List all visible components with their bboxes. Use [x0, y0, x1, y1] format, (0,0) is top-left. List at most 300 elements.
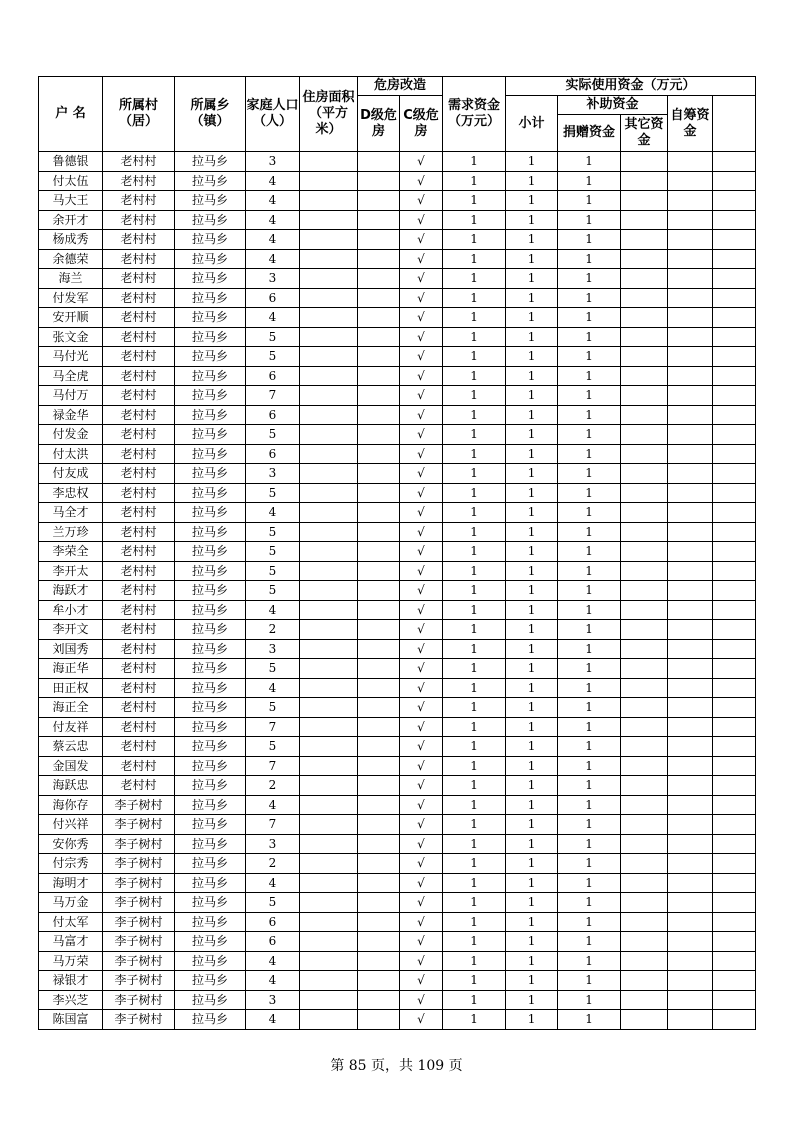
cell-name: 田正权	[39, 678, 103, 698]
cell-village: 老村村	[103, 288, 175, 308]
cell-demand: 1	[443, 483, 506, 503]
cell-area	[300, 873, 358, 893]
cell-subtotal: 1	[506, 288, 558, 308]
cell-self	[668, 717, 713, 737]
header-grade-d: D级危房	[358, 96, 400, 152]
cell-remark	[713, 990, 756, 1010]
cell-township: 拉马乡	[175, 581, 246, 601]
cell-population: 5	[246, 347, 300, 367]
cell-township: 拉马乡	[175, 912, 246, 932]
cell-donation: 1	[558, 542, 621, 562]
cell-other	[621, 308, 668, 328]
cell-remark	[713, 542, 756, 562]
cell-subtotal: 1	[506, 366, 558, 386]
cell-name: 海正全	[39, 698, 103, 718]
cell-grade-c: √	[400, 561, 443, 581]
cell-grade-c: √	[400, 756, 443, 776]
cell-donation: 1	[558, 347, 621, 367]
page-footer: 第 85 页，共 109 页	[330, 1058, 463, 1074]
cell-population: 4	[246, 1010, 300, 1030]
cell-population: 5	[246, 698, 300, 718]
cell-township: 拉马乡	[175, 425, 246, 445]
cell-population: 6	[246, 932, 300, 952]
cell-grade-d	[358, 210, 400, 230]
cell-subtotal: 1	[506, 191, 558, 211]
cell-area	[300, 717, 358, 737]
table-row	[39, 503, 756, 523]
cell-self	[668, 659, 713, 679]
table-row	[39, 483, 756, 503]
table-row	[39, 542, 756, 562]
cell-self	[668, 503, 713, 523]
header-demand: 需求资金（万元）	[443, 77, 506, 152]
cell-demand: 1	[443, 152, 506, 172]
cell-donation: 1	[558, 1010, 621, 1030]
cell-grade-c: √	[400, 366, 443, 386]
cell-donation: 1	[558, 795, 621, 815]
cell-township: 拉马乡	[175, 405, 246, 425]
cell-township: 拉马乡	[175, 522, 246, 542]
cell-subtotal: 1	[506, 776, 558, 796]
cell-village: 老村村	[103, 444, 175, 464]
cell-grade-c: √	[400, 210, 443, 230]
cell-population: 4	[246, 503, 300, 523]
cell-donation: 1	[558, 620, 621, 640]
cell-remark	[713, 327, 756, 347]
cell-name: 张文金	[39, 327, 103, 347]
cell-remark	[713, 347, 756, 367]
cell-grade-d	[358, 795, 400, 815]
header-other: 其它资金	[621, 115, 668, 152]
cell-grade-c: √	[400, 971, 443, 991]
cell-self	[668, 171, 713, 191]
cell-population: 5	[246, 425, 300, 445]
cell-remark	[713, 893, 756, 913]
cell-area	[300, 269, 358, 289]
cell-name: 马富才	[39, 932, 103, 952]
cell-area	[300, 249, 358, 269]
cell-other	[621, 854, 668, 874]
cell-self	[668, 815, 713, 835]
cell-population: 7	[246, 815, 300, 835]
cell-subtotal: 1	[506, 698, 558, 718]
cell-grade-d	[358, 269, 400, 289]
cell-population: 3	[246, 990, 300, 1010]
cell-demand: 1	[443, 659, 506, 679]
cell-demand: 1	[443, 912, 506, 932]
cell-self	[668, 912, 713, 932]
cell-self	[668, 678, 713, 698]
header-subsidy: 补助资金	[558, 96, 668, 115]
table-row	[39, 366, 756, 386]
cell-population: 5	[246, 542, 300, 562]
cell-self	[668, 464, 713, 484]
cell-remark	[713, 854, 756, 874]
cell-self	[668, 600, 713, 620]
cell-grade-c: √	[400, 581, 443, 601]
cell-subtotal: 1	[506, 386, 558, 406]
cell-remark	[713, 210, 756, 230]
cell-township: 拉马乡	[175, 366, 246, 386]
cell-subtotal: 1	[506, 854, 558, 874]
cell-population: 4	[246, 249, 300, 269]
cell-grade-c: √	[400, 717, 443, 737]
cell-remark	[713, 249, 756, 269]
cell-name: 禄银才	[39, 971, 103, 991]
cell-remark	[713, 600, 756, 620]
cell-grade-d	[358, 1010, 400, 1030]
cell-village: 老村村	[103, 152, 175, 172]
cell-population: 7	[246, 386, 300, 406]
cell-grade-d	[358, 678, 400, 698]
cell-area	[300, 210, 358, 230]
cell-demand: 1	[443, 503, 506, 523]
cell-self	[668, 1010, 713, 1030]
cell-subtotal: 1	[506, 405, 558, 425]
cell-township: 拉马乡	[175, 327, 246, 347]
cell-name: 海跃忠	[39, 776, 103, 796]
cell-population: 3	[246, 639, 300, 659]
cell-demand: 1	[443, 230, 506, 250]
cell-population: 4	[246, 230, 300, 250]
cell-grade-d	[358, 893, 400, 913]
cell-name: 牟小才	[39, 600, 103, 620]
cell-area	[300, 639, 358, 659]
cell-subtotal: 1	[506, 620, 558, 640]
cell-subtotal: 1	[506, 873, 558, 893]
cell-area	[300, 444, 358, 464]
cell-donation: 1	[558, 990, 621, 1010]
cell-grade-c: √	[400, 795, 443, 815]
cell-remark	[713, 386, 756, 406]
header-self: 自筹资金	[668, 96, 713, 152]
cell-grade-c: √	[400, 834, 443, 854]
header-renovation: 危房改造	[358, 77, 443, 96]
cell-village: 李子树村	[103, 795, 175, 815]
cell-grade-d	[358, 659, 400, 679]
cell-self	[668, 366, 713, 386]
cell-grade-d	[358, 308, 400, 328]
cell-population: 7	[246, 717, 300, 737]
header-area: 住房面积（平方米）	[300, 77, 358, 152]
cell-population: 2	[246, 854, 300, 874]
cell-township: 拉马乡	[175, 951, 246, 971]
cell-subtotal: 1	[506, 561, 558, 581]
cell-subtotal: 1	[506, 717, 558, 737]
housing-renovation-table	[38, 76, 756, 1030]
cell-grade-c: √	[400, 620, 443, 640]
cell-name: 蔡云忠	[39, 737, 103, 757]
cell-area	[300, 1010, 358, 1030]
cell-other	[621, 210, 668, 230]
cell-township: 拉马乡	[175, 639, 246, 659]
cell-donation: 1	[558, 386, 621, 406]
cell-population: 4	[246, 600, 300, 620]
cell-population: 4	[246, 678, 300, 698]
cell-subtotal: 1	[506, 600, 558, 620]
cell-remark	[713, 464, 756, 484]
cell-village: 老村村	[103, 639, 175, 659]
cell-grade-d	[358, 327, 400, 347]
cell-demand: 1	[443, 815, 506, 835]
cell-township: 拉马乡	[175, 249, 246, 269]
cell-grade-d	[358, 483, 400, 503]
cell-remark	[713, 561, 756, 581]
table-row	[39, 581, 756, 601]
cell-donation: 1	[558, 659, 621, 679]
cell-donation: 1	[558, 191, 621, 211]
cell-population: 4	[246, 308, 300, 328]
table-row	[39, 464, 756, 484]
cell-name: 李忠权	[39, 483, 103, 503]
cell-other	[621, 327, 668, 347]
cell-grade-c: √	[400, 483, 443, 503]
cell-name: 马付万	[39, 386, 103, 406]
cell-grade-c: √	[400, 171, 443, 191]
cell-donation: 1	[558, 522, 621, 542]
cell-village: 老村村	[103, 659, 175, 679]
cell-demand: 1	[443, 951, 506, 971]
cell-donation: 1	[558, 600, 621, 620]
header-population: 家庭人口（人）	[246, 77, 300, 152]
cell-grade-d	[358, 756, 400, 776]
cell-subtotal: 1	[506, 464, 558, 484]
cell-subtotal: 1	[506, 269, 558, 289]
cell-subtotal: 1	[506, 249, 558, 269]
header-subtotal: 小计	[506, 96, 558, 152]
cell-area	[300, 327, 358, 347]
cell-donation: 1	[558, 483, 621, 503]
cell-name: 兰万珍	[39, 522, 103, 542]
cell-area	[300, 386, 358, 406]
cell-village: 老村村	[103, 425, 175, 445]
cell-grade-d	[358, 698, 400, 718]
cell-township: 拉马乡	[175, 873, 246, 893]
cell-name: 海兰	[39, 269, 103, 289]
table-row	[39, 405, 756, 425]
cell-name: 李开太	[39, 561, 103, 581]
cell-area	[300, 230, 358, 250]
cell-name: 安开顺	[39, 308, 103, 328]
cell-area	[300, 951, 358, 971]
cell-donation: 1	[558, 327, 621, 347]
header-village: 所属村（居）	[103, 77, 175, 152]
cell-grade-c: √	[400, 347, 443, 367]
cell-area	[300, 815, 358, 835]
cell-township: 拉马乡	[175, 776, 246, 796]
table-row	[39, 522, 756, 542]
cell-grade-c: √	[400, 522, 443, 542]
cell-remark	[713, 756, 756, 776]
table-row	[39, 191, 756, 211]
cell-population: 4	[246, 951, 300, 971]
header-donation: 捐赠资金	[558, 115, 621, 152]
cell-village: 老村村	[103, 386, 175, 406]
cell-grade-d	[358, 717, 400, 737]
cell-subtotal: 1	[506, 542, 558, 562]
cell-village: 李子树村	[103, 971, 175, 991]
cell-township: 拉马乡	[175, 834, 246, 854]
table-row	[39, 893, 756, 913]
cell-name: 马付光	[39, 347, 103, 367]
cell-village: 老村村	[103, 600, 175, 620]
cell-remark	[713, 912, 756, 932]
cell-demand: 1	[443, 347, 506, 367]
cell-area	[300, 503, 358, 523]
cell-village: 老村村	[103, 542, 175, 562]
header-grade-c: C级危房	[400, 96, 443, 152]
cell-area	[300, 366, 358, 386]
cell-other	[621, 503, 668, 523]
cell-village: 老村村	[103, 405, 175, 425]
cell-subtotal: 1	[506, 795, 558, 815]
cell-remark	[713, 191, 756, 211]
cell-demand: 1	[443, 639, 506, 659]
cell-grade-c: √	[400, 464, 443, 484]
cell-grade-c: √	[400, 444, 443, 464]
cell-area	[300, 971, 358, 991]
table-row	[39, 776, 756, 796]
cell-grade-c: √	[400, 288, 443, 308]
table-row	[39, 932, 756, 952]
cell-grade-d	[358, 971, 400, 991]
cell-area	[300, 932, 358, 952]
cell-self	[668, 152, 713, 172]
table-row	[39, 249, 756, 269]
cell-name: 刘国秀	[39, 639, 103, 659]
cell-grade-d	[358, 620, 400, 640]
cell-donation: 1	[558, 971, 621, 991]
cell-grade-c: √	[400, 425, 443, 445]
cell-village: 老村村	[103, 269, 175, 289]
cell-population: 5	[246, 659, 300, 679]
cell-remark	[713, 152, 756, 172]
table-row	[39, 152, 756, 172]
cell-grade-d	[358, 912, 400, 932]
cell-grade-c: √	[400, 951, 443, 971]
cell-demand: 1	[443, 932, 506, 952]
table-body	[39, 152, 756, 1030]
cell-grade-c: √	[400, 854, 443, 874]
cell-grade-d	[358, 249, 400, 269]
cell-donation: 1	[558, 210, 621, 230]
cell-subtotal: 1	[506, 210, 558, 230]
cell-village: 老村村	[103, 561, 175, 581]
cell-self	[668, 483, 713, 503]
table-row	[39, 756, 756, 776]
cell-village: 李子树村	[103, 834, 175, 854]
cell-village: 老村村	[103, 698, 175, 718]
cell-township: 拉马乡	[175, 678, 246, 698]
cell-population: 4	[246, 795, 300, 815]
table-row	[39, 288, 756, 308]
cell-subtotal: 1	[506, 425, 558, 445]
cell-name: 余开才	[39, 210, 103, 230]
cell-subtotal: 1	[506, 893, 558, 913]
cell-village: 老村村	[103, 717, 175, 737]
cell-demand: 1	[443, 620, 506, 640]
cell-township: 拉马乡	[175, 152, 246, 172]
cell-population: 5	[246, 561, 300, 581]
cell-grade-d	[358, 288, 400, 308]
cell-grade-c: √	[400, 990, 443, 1010]
cell-population: 7	[246, 756, 300, 776]
cell-remark	[713, 522, 756, 542]
cell-population: 6	[246, 912, 300, 932]
cell-name: 马全才	[39, 503, 103, 523]
cell-other	[621, 990, 668, 1010]
cell-donation: 1	[558, 834, 621, 854]
cell-subtotal: 1	[506, 308, 558, 328]
cell-village: 老村村	[103, 327, 175, 347]
cell-name: 李开文	[39, 620, 103, 640]
cell-township: 拉马乡	[175, 698, 246, 718]
cell-subtotal: 1	[506, 639, 558, 659]
cell-name: 马万荣	[39, 951, 103, 971]
cell-self	[668, 405, 713, 425]
cell-name: 付发军	[39, 288, 103, 308]
cell-self	[668, 230, 713, 250]
cell-population: 5	[246, 893, 300, 913]
table-row	[39, 795, 756, 815]
cell-donation: 1	[558, 951, 621, 971]
cell-demand: 1	[443, 834, 506, 854]
header-township: 所属乡（镇）	[175, 77, 246, 152]
cell-area	[300, 698, 358, 718]
cell-township: 拉马乡	[175, 464, 246, 484]
cell-subtotal: 1	[506, 230, 558, 250]
cell-township: 拉马乡	[175, 854, 246, 874]
cell-donation: 1	[558, 171, 621, 191]
cell-name: 马大王	[39, 191, 103, 211]
cell-grade-d	[358, 639, 400, 659]
cell-population: 3	[246, 152, 300, 172]
cell-township: 拉马乡	[175, 503, 246, 523]
cell-other	[621, 756, 668, 776]
cell-demand: 1	[443, 171, 506, 191]
cell-other	[621, 288, 668, 308]
cell-donation: 1	[558, 854, 621, 874]
cell-grade-d	[358, 191, 400, 211]
cell-grade-c: √	[400, 191, 443, 211]
cell-other	[621, 639, 668, 659]
table-row	[39, 561, 756, 581]
cell-other	[621, 873, 668, 893]
cell-village: 老村村	[103, 308, 175, 328]
cell-demand: 1	[443, 425, 506, 445]
cell-population: 4	[246, 873, 300, 893]
cell-name: 杨成秀	[39, 230, 103, 250]
cell-remark	[713, 932, 756, 952]
cell-grade-c: √	[400, 386, 443, 406]
cell-remark	[713, 639, 756, 659]
table-row	[39, 873, 756, 893]
cell-grade-c: √	[400, 815, 443, 835]
cell-other	[621, 561, 668, 581]
cell-name: 李荣全	[39, 542, 103, 562]
cell-remark	[713, 737, 756, 757]
cell-village: 老村村	[103, 483, 175, 503]
cell-township: 拉马乡	[175, 815, 246, 835]
cell-self	[668, 737, 713, 757]
cell-grade-c: √	[400, 698, 443, 718]
cell-grade-c: √	[400, 912, 443, 932]
cell-name: 禄金华	[39, 405, 103, 425]
cell-demand: 1	[443, 698, 506, 718]
cell-area	[300, 600, 358, 620]
cell-grade-d	[358, 581, 400, 601]
cell-remark	[713, 405, 756, 425]
